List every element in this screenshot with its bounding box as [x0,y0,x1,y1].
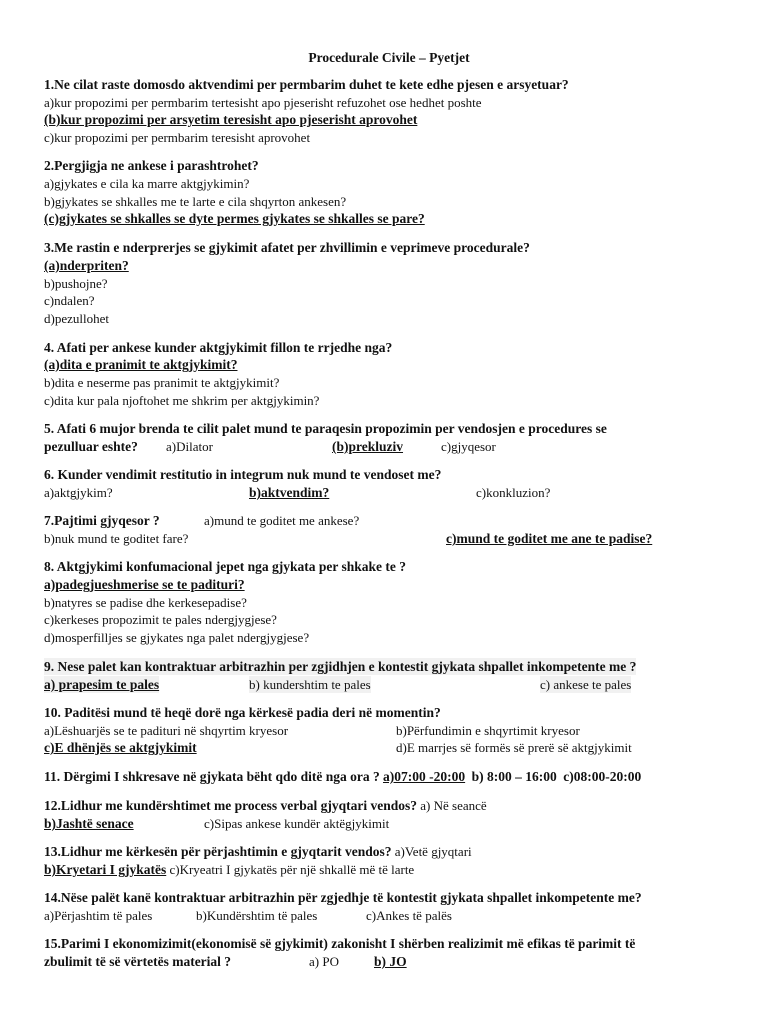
q3-option-d: d)pezullohet [44,311,109,326]
q6-option-c: c)konkluzion? [476,485,551,500]
q9-answer-a: a) prapesim te pales [44,677,160,692]
question-12: 12.Lidhur me kundërshtimet me process verbal gjyqtari vendos? [44,798,418,813]
question-6: 6. Kunder vendimit restitutio in integrum nuk mund te vendoset me? [44,467,442,482]
q7-answer-c: c)mund te goditet me ane te padise? [446,531,653,546]
q12-answer-b: b)Jashtë senace [44,816,134,831]
question-4: 4. Afati per ankese kunder aktgjykimit fillon te rrjedhe nga? [44,340,393,355]
q5-option-c: c)gjyqesor [441,439,496,454]
q6-answer-b: b)aktvendim? [249,485,330,500]
q9-option-c: c) ankese te pales [540,677,632,692]
question-13-line [44,843,472,860]
q14-option-b: b)Kundërshtim të pales [196,908,318,923]
question-3: 3.Me rastin e nderprerjes se gjykimit afatet per zhvillimin e veprimeve procedurale? [44,240,530,255]
q13-answer-b: b)Kryetari I gjykatës [44,862,167,877]
q9-option-b: b) kundershtim te pales [249,677,371,692]
q10-option-d: d)E marrjes së formës së prerë së aktgjykimit [396,740,632,755]
q14-option-a: a)Përjashtim të pales [44,908,153,923]
q14-option-c: c)Ankes të palës [366,908,452,923]
question-8: 8. Aktgjykimi konfumacional jepet nga gjykata per shkake te ? [44,559,407,574]
q3-option-b: b)pushojne? [44,276,108,291]
q2-answer-c: (c)gjykates se shkalles se dyte permes gjykates se shkalles se pare? [44,211,425,226]
question-15-line-1: 15.Parimi I ekonomizimit(ekonomisë së gjykimit) zakonisht I shërben realizimit më efikas të parimit të [44,936,636,951]
question-12-line [44,797,487,814]
q5-option-a: a)Dilator [166,439,213,454]
q4-option-c: c)dita kur pala njoftohet me shkrim per aktgjykimin? [44,393,320,408]
q15-option-a: a) PO [309,954,339,969]
q10-answer-c: c)E dhënjës se aktgjykimit [44,740,197,755]
question-1: 1.Ne cilat raste domosdo aktvendimi per permbarim duhet te kete edhe pjesen e arsyetuar? [44,77,569,92]
q10-option-b: b)Përfundimin e shqyrtimit kryesor [396,723,580,738]
q8-answer-a: a)padegjueshmerise se te padituri? [44,577,245,592]
question-14: 14.Nëse palët kanë kontraktuar arbitrazhin për zgjedhje të kontestit gjykata shpallet inkompetente me? [44,890,642,905]
q7-option-b: b)nuk mund te goditet fare? [44,531,189,546]
question-2: 2.Pergjigja ne ankese i parashtrohet? [44,158,259,173]
question-15-line-2: zbulimit të së vërtetës material ? [44,954,232,969]
q13-option-a: a)Vetë gjyqtari [394,844,472,859]
q3-option-c: c)ndalen? [44,293,95,308]
question-5-line-2: pezulluar eshte? [44,439,138,454]
q8-option-d: d)mosperfilljes se gjykates nga palet ndergjygjese? [44,630,310,645]
q1-answer-b: (b)kur propozimi per arsyetim teresisht apo pjeserisht aprovohet [44,112,418,127]
q8-option-b: b)natyres se padise dhe kerkesepadise? [44,595,247,610]
question-7: 7.Pajtimi gjyqesor ? [44,513,160,528]
question-13-options [44,861,414,878]
q4-option-b: b)dita e neserme pas pranimit te aktgjykimit? [44,375,280,390]
q8-option-c: c)kerkeses propozimit te pales ndergjygjese? [44,612,277,627]
q1-option-c: c)kur propozimi per permbarim teresisht aprovohet [44,130,311,145]
q1-option-a: a)kur propozimi per permbarim tertesisht apo pjeserisht refuzohet ose hedhet poshte [44,95,482,110]
q13-option-c: c)Kryeatri I gjykatës për një shkallë më të larte [169,862,415,877]
q6-option-a: a)aktgjykim? [44,485,113,500]
q12-option-a: a) Në seancë [420,798,487,813]
q11-option-c: c)08:00-20:00 [563,769,642,784]
question-5-line-1: 5. Afati 6 mujor brenda te cilit palet mund te paraqesin propozimin per vendosjen e procedures se [44,421,607,436]
q2-option-b: b)gjykates se shkalles me te larte e cila shqyrton ankesen? [44,194,347,209]
document-title: Procedurale Civile – Pyetjet [308,50,470,65]
question-13: 13.Lidhur me kërkesën për përjashtimin e gjyqtarit vendos? [44,844,392,859]
question-10: 10. Paditësi mund të heqë dorë nga kërkesë padia deri në momentin? [44,705,441,720]
question-11-line [44,768,641,785]
q7-option-a: a)mund te goditet me ankese? [204,513,360,528]
q12-option-c: c)Sipas ankese kundër aktëgjykimit [204,816,390,831]
q11-option-b: b) 8:00 – 16:00 [471,769,557,784]
q5-answer-b: (b)prekluziv [332,439,404,454]
question-11: 11. Dërgimi I shkresave në gjykata bëht qdo ditë nga ora ? [44,769,380,784]
q15-answer-b: b) JO [374,954,407,969]
q4-answer-a: (a)dita e pranimit te aktgjykimit? [44,357,238,372]
q3-answer-a: (a)nderpriten? [44,258,129,273]
q2-option-a: a)gjykates e cila ka marre aktgjykimin? [44,176,250,191]
q10-option-a: a)Lëshuarjës se te padituri në shqyrtim kryesor [44,723,289,738]
question-9: 9. Nese palet kan kontraktuar arbitrazhin per zgjidhjen e kontestit gjykata shpallet inkompetente me ? [44,659,637,674]
q11-answer-a: a)07:00 -20:00 [383,769,466,784]
